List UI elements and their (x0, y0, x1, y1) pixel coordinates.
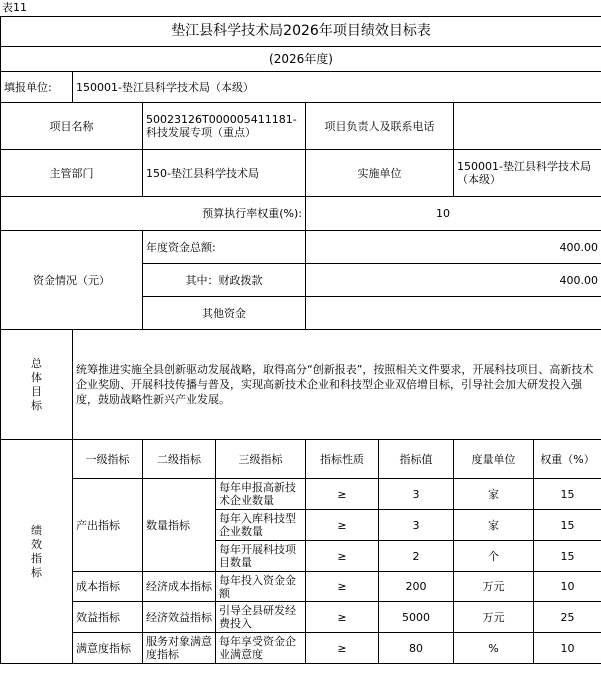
weight-cell: 15 (534, 479, 601, 510)
value-cell: 3 (379, 510, 454, 541)
unit-cell: 家 (454, 479, 534, 510)
page-subtitle: (2026年度) (1, 47, 601, 72)
level2-service-satisfaction: 服务对象满意度指标 (143, 633, 216, 664)
table-row (1, 602, 601, 633)
fiscal-value: 400.00 (306, 264, 601, 297)
weight-cell: 15 (534, 541, 601, 572)
nature-cell: ≥ (306, 572, 379, 602)
value-cell: 200 (379, 572, 454, 602)
unit-cell: 万元 (454, 572, 534, 602)
overall-goal-label: 总体目标 (1, 330, 73, 440)
overall-goal-text: 统筹推进实施全县创新驱动发展战略，取得高分“创新报表”，按照相关文件要求，开展科技项目、高新技术企业奖励、开展科技传播与普及，实现高新技术企业和科技型企业双倍增目标，引导社会加大研发投入强度，鼓励战略性新兴产业发展。 (73, 330, 601, 440)
header-level3: 三级指标 (216, 440, 306, 479)
budget-weight-label: 预算执行率权重(%): (1, 197, 306, 231)
unit-cell: 家 (454, 510, 534, 541)
value-cell: 2 (379, 541, 454, 572)
unit-cell: 个 (454, 541, 534, 572)
contact-value (454, 103, 601, 150)
budget-weight-value: 10 (306, 197, 601, 231)
impl-unit-label: 实施单位 (306, 150, 454, 197)
perf-indicator-label: 绩效指标 (1, 440, 73, 664)
nature-cell: ≥ (306, 479, 379, 510)
project-name-value: 50023126T000005411181-科技发展专项（重点） (143, 103, 306, 150)
sheet-label: 表11 (2, 1, 27, 14)
contact-label: 项目负责人及联系电话 (306, 103, 454, 150)
unit-cell: % (454, 633, 534, 664)
table-row (1, 633, 601, 664)
header-nature: 指标性质 (306, 440, 379, 479)
page-title: 垫江县科学技术局2026年项目绩效目标表 (1, 17, 601, 47)
nature-cell: ≥ (306, 510, 379, 541)
value-cell: 5000 (379, 602, 454, 633)
unit-cell: 万元 (454, 602, 534, 633)
level3-cell: 每年投入资金金额 (216, 572, 306, 602)
annual-total-label: 年度资金总额: (143, 231, 306, 264)
level3-cell: 每年享受资金企业满意度 (216, 633, 306, 664)
other-funds-value (306, 297, 601, 330)
fill-unit-label: 填报单位: (1, 72, 73, 103)
weight-cell: 10 (534, 572, 601, 602)
dept-label: 主管部门 (1, 150, 143, 197)
level3-cell: 每年开展科技项目数量 (216, 541, 306, 572)
funds-label: 资金情况（元） (1, 231, 143, 330)
performance-table (0, 16, 601, 664)
project-name-label: 项目名称 (1, 103, 143, 150)
impl-unit-value: 150001-垫江县科学技术局（本级） (454, 150, 601, 197)
level3-cell: 每年入库科技型企业数量 (216, 510, 306, 541)
dept-value: 150-垫江县科学技术局 (143, 150, 306, 197)
value-cell: 80 (379, 633, 454, 664)
nature-cell: ≥ (306, 541, 379, 572)
level1-output: 产出指标 (73, 479, 143, 572)
weight-cell: 15 (534, 510, 601, 541)
header-unit: 度量单位 (454, 440, 534, 479)
level1-satisfaction: 满意度指标 (73, 633, 143, 664)
nature-cell: ≥ (306, 602, 379, 633)
table-row (1, 479, 601, 510)
level1-benefit: 效益指标 (73, 602, 143, 633)
value-cell: 3 (379, 479, 454, 510)
nature-cell: ≥ (306, 633, 379, 664)
annual-total-value: 400.00 (306, 231, 601, 264)
level2-quantity: 数量指标 (143, 479, 216, 572)
weight-cell: 10 (534, 633, 601, 664)
level3-cell: 每年申报高新技术企业数量 (216, 479, 306, 510)
level2-econ-cost: 经济成本指标 (143, 572, 216, 602)
fiscal-label: 其中：财政拨款 (143, 264, 306, 297)
header-value: 指标值 (379, 440, 454, 479)
table-row (1, 572, 601, 602)
level1-cost: 成本指标 (73, 572, 143, 602)
header-weight: 权重（%） (534, 440, 601, 479)
other-funds-label: 其他资金 (143, 297, 306, 330)
header-level1: 一级指标 (73, 440, 143, 479)
header-level2: 二级指标 (143, 440, 216, 479)
fill-unit-value: 150001-垫江县科学技术局（本级） (73, 72, 601, 103)
level2-econ-benefit: 经济效益指标 (143, 602, 216, 633)
level3-cell: 引导全县研发经费投入 (216, 602, 306, 633)
weight-cell: 25 (534, 602, 601, 633)
